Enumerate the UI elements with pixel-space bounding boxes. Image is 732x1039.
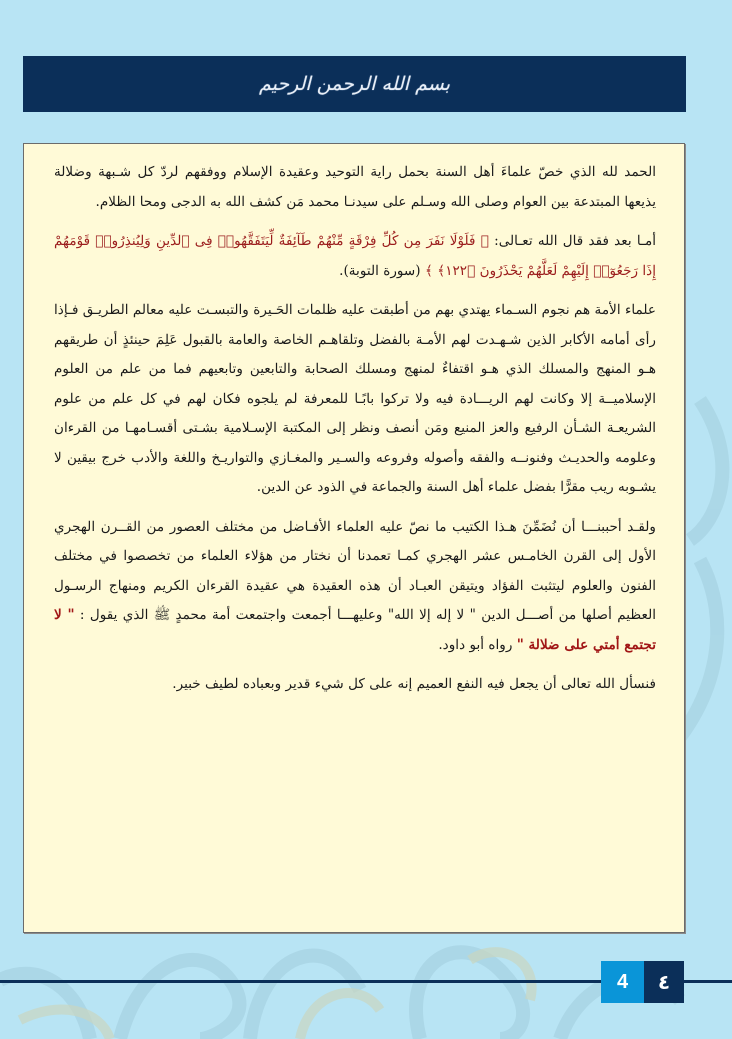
quran-verse: ﴿ فَلَوْلَا نَفَرَ مِن كُلِّ فِرْقَةٍ مِّنْهُمْ طَآئِفَةٌ لِّيَتَفَقَّهُوا۟ فِى ٱلدِّينِ وَلِيُنذِرُوا۟ قَوْمَهُمْ إِذَا رَجَعُوٓا۟ إِلَيْهِمْ لَعَلَّهُمْ يَحْذَرُونَ ﴿١٢٢﴾ ﴾ [54,233,656,279]
verse-intro: أمـا بعد فقد قال الله تعـالى: [488,233,656,249]
page-number-arabic: ٤ [644,961,684,1003]
page-number-latin: 4 [601,961,644,1003]
paragraph-scholars: علماء الأمة هم نجوم السـماء يهتدي بهم من أطبقت عليه ظلمات الحَـيرة والتبسـت عليه معالم الطريـق فـإذا رأى أمامه الأكابر الذين شـهـدت لهم الأمـة بالفضل وتلقاهـم الخاصة والعامة بالقبول عَلِمَ حينئذٍ أن طريقهم هـو المنهج والمسلك الذي هـو اقتفاءٌ لمنهج ومسلك الصحابة والتابعين وتابعيهم فما من علم من العلوم الإسلاميــة إلا وكانت لهم الريـــادة فيه ولا تركوا بابًـا للمعرفة لم يلجوه فكان لهم في كل علم من علوم الشريعـة الشـأن الرفيع والعز المنيع ومَن أنصف ونظر إلى المكتبة الإسـلامية بشـتى أقسـامهـا من القرءان وعلومه والحديـث وفنونــه والفقه وأصوله وفروعه والسـير والمغـازي والتواريـخ واللغة والأدب خرج بيقين لا يشـوبه ريب مقرًّا بفضل علماء أهل السنة والجماعة في الذود عن الدين. [54,302,656,495]
paragraph-verse [54,227,656,286]
basmala-calligraphy: بسم الله الرحمن الرحيم [259,73,450,95]
content-box [23,143,685,933]
hadith-quote: " لا تجتمع أمتي على ضلالة " [54,607,656,653]
verse-reference: (سورة التوبة). [339,262,425,279]
hadith-source: رواه أبو داود. [438,636,517,653]
paragraph-closing: فنسأل الله تعالى أن يجعل فيه النفع العميم إنه على كل شيء قدير وبعباده لطيف خبير. [172,676,656,692]
body-text [54,158,656,710]
paragraph-purpose [54,513,656,661]
paragraph-opening: الحمد لله الذي خصّ علماءَ أهل السنة بحمل راية التوحيد وعقيدة الإسلام ووفقهم لردّ كل شـبهة وضلالة يذيعها المبتدعة بين العوام وصلى الله وسـلم على سيدنـا محمد مَن كشف الله به الدجى ومحا الظلام. [54,164,656,210]
purpose-text: ولقـد أحببنـــا أن نُضَمِّنَ هـذا الكتيب ما نصّ عليه العلماء الأفـاضل من مختلف العصور من القــرن الهجري الأول إلى القرن الخامـس عشر الهجري كمـا تعمدنا أن نختار من هؤلاء العلماء من تخصصوا في مختلف الفنون والعلوم ليتثبت الفؤاد ويتيقن العبـاد أن هذه العقيدة هي عقيدة القرءان الكريم ومنهاج الرسـول العظيم أصلها من أصـــل الدين " لا إله إلا الله" وعليهـــا أجمعت واجتمعت أمة محمدٍ ﷺ الذي يقول : [54,518,656,623]
header-band [23,56,686,112]
